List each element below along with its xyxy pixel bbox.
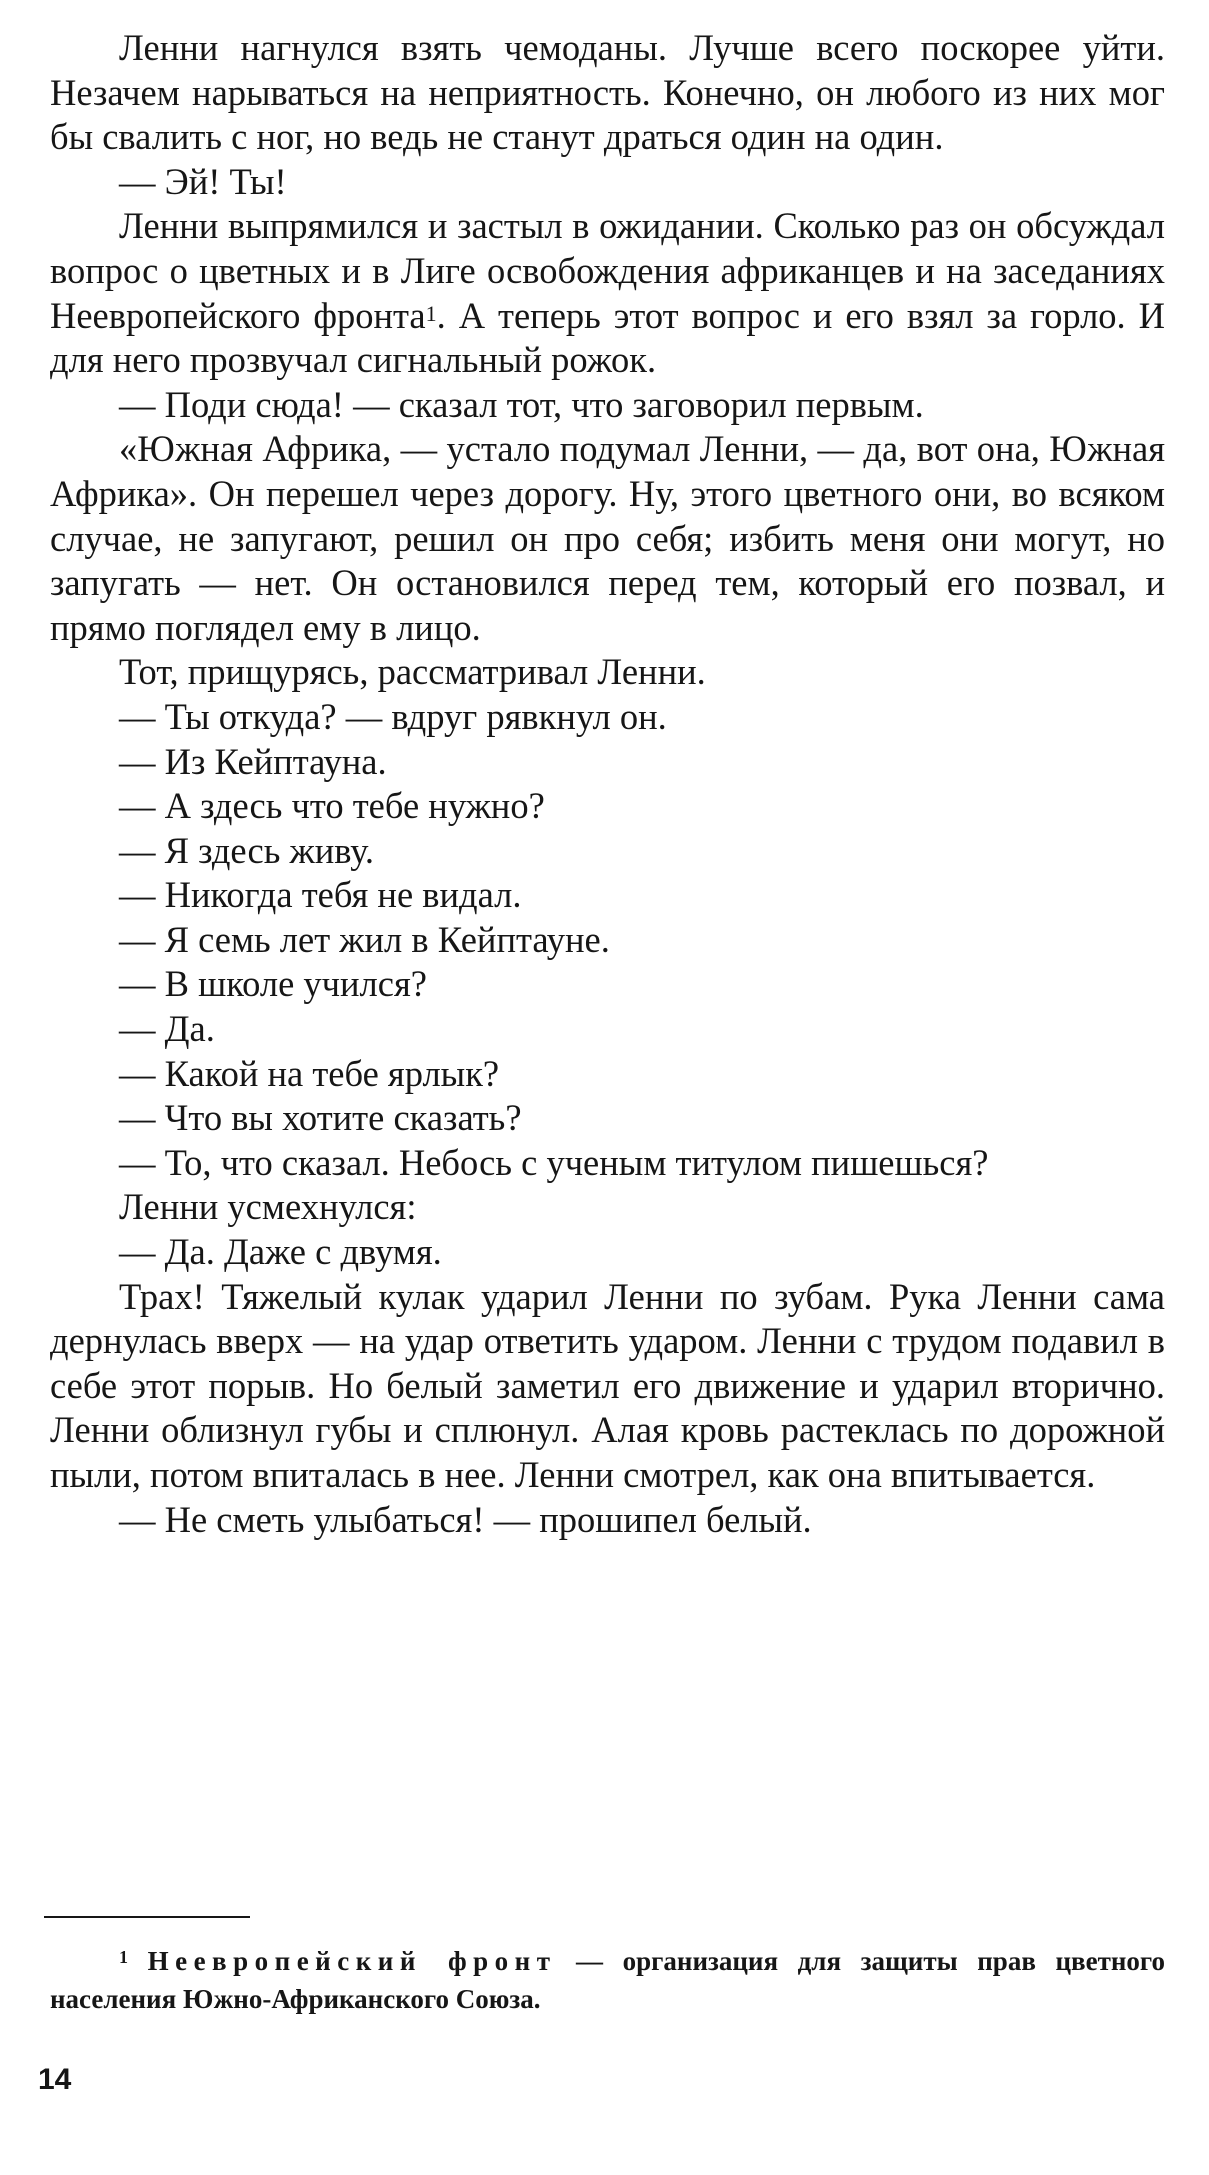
dialogue-line: — В школе учился? <box>119 963 427 1005</box>
dialogue-line: — Ты откуда? — вдруг рявкнул он. <box>119 695 667 737</box>
footnote <box>50 1942 1165 2018</box>
paragraph-text: . А теперь этот вопрос и его взял за горло. И для него прозвучал сигнальный рожок. <box>50 294 1165 381</box>
paragraph-text: Ленни выпрямился и застыл в ожидании. Сколько раз он обсуждал вопрос о цветных и в Лиге освобождения африканцев и на заседаниях Неевропейского фронта <box>50 205 1165 336</box>
paragraph: — Поди сюда! — сказал тот, что заговорил первым. <box>119 383 924 425</box>
dialogue-line: — Из Кейптауна. <box>119 740 387 782</box>
dialogue-line: — Никогда тебя не видал. <box>119 874 522 916</box>
page-body <box>50 26 1165 1542</box>
paragraph-with-footnote <box>50 204 1165 382</box>
dialogue-line: — Я здесь живу. <box>119 829 374 871</box>
dialogue-line: — Какой на тебе ярлык? <box>119 1052 500 1094</box>
paragraph: «Южная Африка, — устало подумал Ленни, — да, вот она, Южная Африка». Он перешел через дорогу. Ну, этого цветного они, во всяком случае, не запугают, решил он про себя; избить меня они могут, но запугать — нет. Он остановился перед тем, который его позвал, и прямо поглядел ему в лицо. <box>50 428 1165 648</box>
footnote-divider <box>44 1916 250 1918</box>
footnote-marker: 1 <box>119 1947 128 1967</box>
dialogue-line: — То, что сказал. Небось с ученым титулом пишешься? <box>119 1141 989 1183</box>
paragraph: Ленни усмехнулся: <box>119 1186 417 1228</box>
paragraph: Ленни нагнулся взять чемоданы. Лучше всего поскорее уйти. Незачем нарываться на неприятность. Конечно, он любого из них мог бы свалить с ног, но ведь не станут драться один на один. <box>50 27 1165 158</box>
dialogue-line: — Да. <box>119 1008 215 1050</box>
main-text <box>50 26 1165 1542</box>
dialogue-line: — Не сметь улыбаться! — прошипел белый. <box>119 1498 812 1540</box>
dialogue-line: — А здесь что тебе нужно? <box>119 785 545 827</box>
dialogue-line: — Да. Даже с двумя. <box>119 1231 442 1273</box>
footnote-text: — организация для защиты прав цветного населения Южно-Африканского Союза. <box>50 1946 1165 2014</box>
paragraph: Тот, прищурясь, рассматривал Ленни. <box>119 651 706 693</box>
footnote-reference[interactable]: 1 <box>425 300 437 326</box>
paragraph: Трах! Тяжелый кулак ударил Ленни по зубам. Рука Ленни сама дернулась вверх — на удар ответить ударом. Ленни с трудом подавил в себе этот порыв. Но белый заметил его движение и ударил вторично. Ленни облизнул губы и сплюнул. Алая кровь растеклась по дорожной пыли, потом впиталась в нее. Ленни смотрел, как она впитывается. <box>50 1275 1165 1495</box>
dialogue-line: — Что вы хотите сказать? <box>119 1097 522 1139</box>
paragraph: — Эй! Ты! <box>119 160 287 202</box>
dialogue-line: — Я семь лет жил в Кейптауне. <box>119 918 610 960</box>
page-number: 14 <box>38 2063 72 2096</box>
footnote-term: Неевропейский фронт <box>147 1946 557 1976</box>
